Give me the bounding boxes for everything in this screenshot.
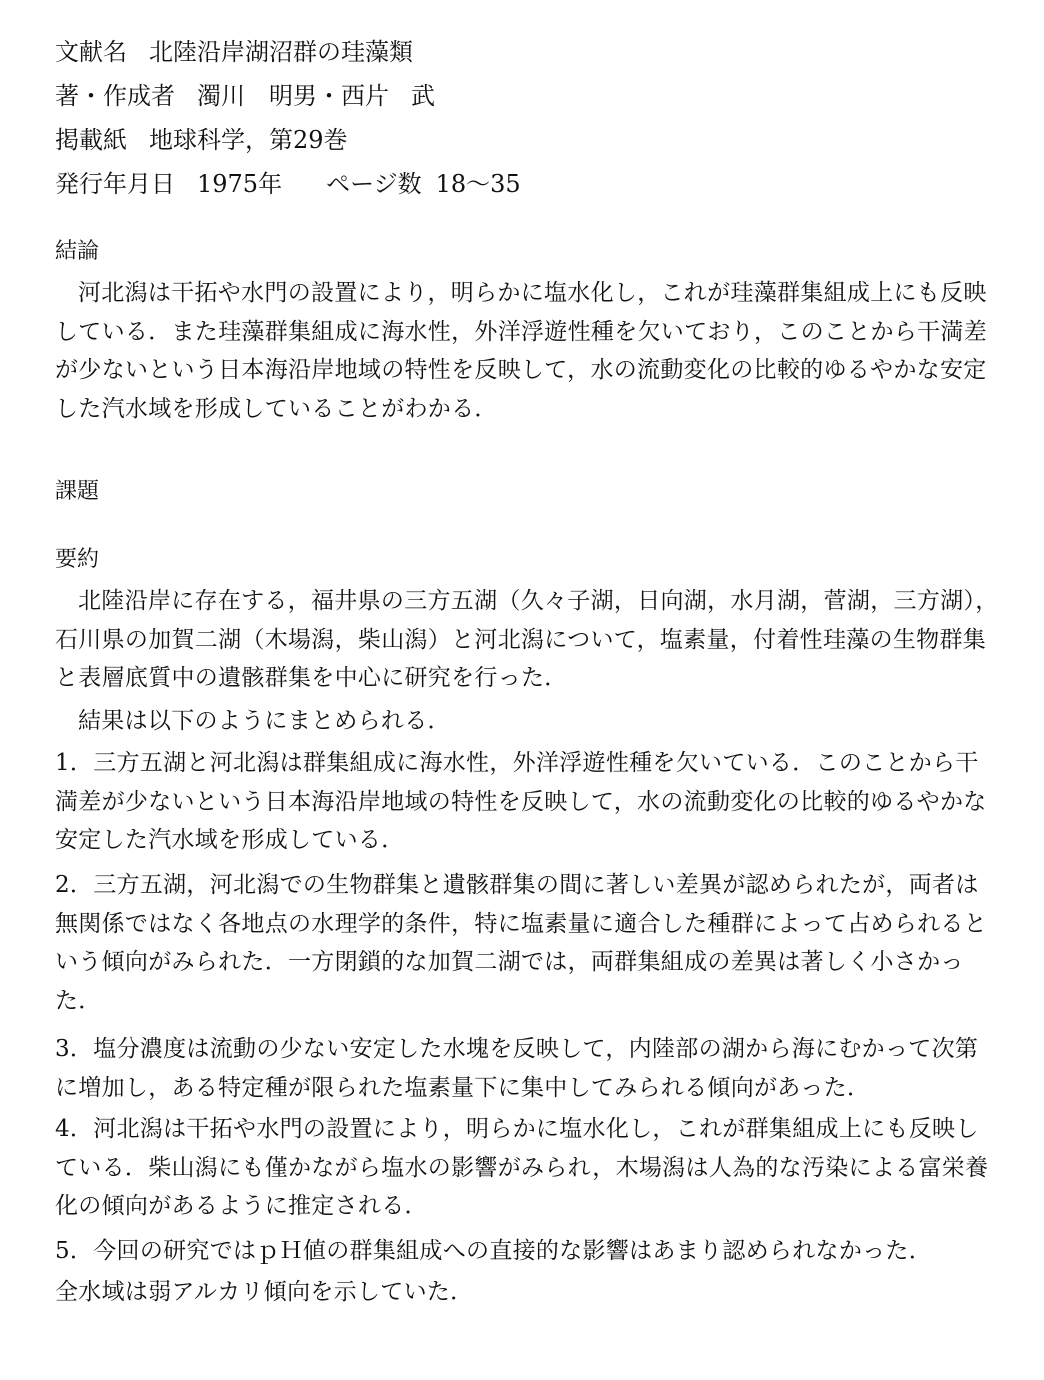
issues-heading: 課題: [55, 479, 100, 504]
author-name-1: 濁川 明男・西片: [197, 82, 389, 110]
summary-closing: 全水域は弱アルカリ傾向を示していた．: [55, 1279, 474, 1305]
summary-lead: 結果は以下のようにまとめられる．: [78, 708, 451, 734]
journal-row: [55, 118, 521, 162]
summary-item-1: 1．三方五湖と河北潟は群集組成に海水性，外洋浮遊性種を欠いている．このことから干満差が少ないという日本海沿岸地域の特性を反映して，水の流動変化の比較的ゆるやかな安定した汽水域を形成している．: [55, 750, 987, 853]
author-name-2: 武: [411, 82, 435, 110]
title-row: [55, 30, 521, 74]
conclusion-heading: 結論: [55, 239, 100, 264]
summary-item-3: 3．塩分濃度は流動の少ない安定した水塊を反映して，内陸部の湖から海にむかって次第に増加し，ある特定種が限られた塩素量下に集中してみられる傾向があった．: [55, 1036, 979, 1101]
pages-value: 18〜35: [435, 170, 521, 198]
pages-label: ページ数: [326, 170, 422, 198]
journal-value: 地球科学，第29巻: [149, 126, 348, 154]
summary-intro: 北陸沿岸に存在する，福井県の三方五湖（久々子湖，日向湖，水月湖，菅湖，三方湖），石川県の加賀二湖（木場潟，柴山潟）と河北潟について，塩素量，付着性珪藻の生物群集と表層底質中の遺骸群集を中心に研究を行った．: [55, 588, 999, 691]
date-value: 1975年: [197, 170, 283, 198]
conclusion-text: 河北潟は干拓や水門の設置により，明らかに塩水化し，これが珪藻群集組成上にも反映している．また珪藻群集組成に海水性，外洋浮遊性種を欠いており，このことから干満差が少ないという日本海沿岸地域の特性を反映して，水の流動変化の比較的ゆるやかな安定した汽水域を形成していることがわかる．: [55, 280, 987, 422]
date-row: [55, 162, 521, 206]
date-label: 発行年月日: [55, 170, 175, 198]
summary-heading: 要約: [55, 547, 100, 572]
bibliographic-info: [55, 30, 521, 206]
author-label: 著・作成者: [55, 82, 175, 110]
summary-item-2: 2．三方五湖，河北潟での生物群集と遺骸群集の間に著しい差異が認められたが，両者は無関係ではなく各地点の水理学的条件，特に塩素量に適合した種群によって占められるという傾向がみられた．一方閉鎖的な加賀二湖では，両群集組成の差異は著しく小さかった．: [55, 872, 987, 1014]
title-value: 北陸沿岸湖沼群の珪藻類: [149, 38, 413, 66]
title-label: 文献名: [55, 38, 127, 66]
summary-item-5: 5．今回の研究ではｐＨ値の群集組成への直接的な影響はあまり認められなかった．: [55, 1238, 933, 1264]
author-row: [55, 74, 521, 118]
journal-label: 掲載紙: [55, 126, 127, 154]
summary-item-4: 4．河北潟は干拓や水門の設置により，明らかに塩水化し，これが群集組成上にも反映している．柴山潟にも僅かながら塩水の影響がみられ，木場潟は人為的な汚染による富栄養化の傾向があるように推定される．: [55, 1116, 989, 1219]
